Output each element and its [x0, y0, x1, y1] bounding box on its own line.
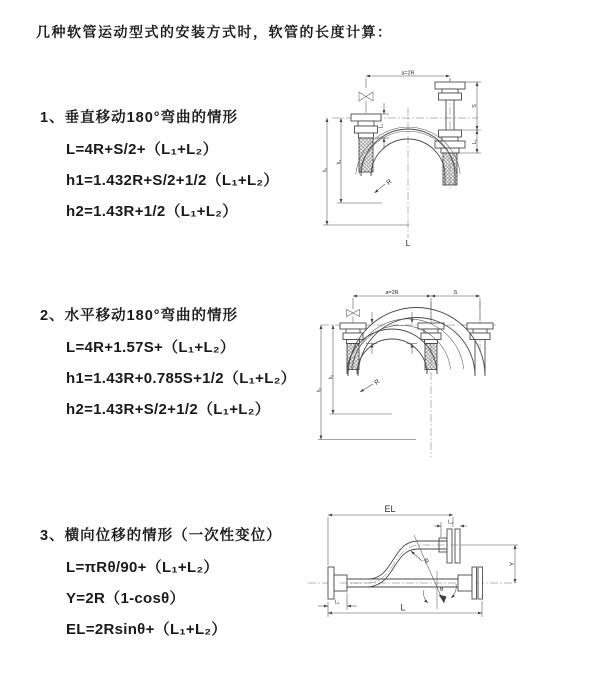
section3-formula-L: L=πRθ/90+（L₁+L₂）	[66, 559, 219, 576]
radius-callout	[411, 551, 430, 565]
dimension-a-2r	[353, 290, 431, 320]
section-horizontal-180	[40, 304, 318, 425]
label-l: L	[405, 238, 411, 248]
dimension-h1	[317, 325, 417, 440]
label-h1: h₁	[316, 387, 323, 393]
label-y: Y	[509, 561, 516, 567]
section2-heading: 2、水平移动180°弯曲的情形	[40, 308, 239, 324]
diagram-lateral-displacement	[298, 493, 598, 658]
label-r: R	[421, 557, 430, 565]
section2-formula-h1: h1=1.43R+0.785S+1/2（L₁+L₂）	[66, 370, 296, 387]
label-s: S	[453, 290, 458, 296]
braided-hose-section	[425, 344, 437, 370]
dimension-l2	[472, 130, 478, 153]
section1-formula-L: L=4R+S/2+（L₁+L₂）	[66, 141, 218, 158]
section-lateral-displacement	[40, 524, 318, 645]
section2-formula-L: L=4R+1.57S+（L₁+L₂）	[66, 339, 236, 356]
label-r: R	[373, 378, 382, 387]
label-a-2r: a=2R	[385, 290, 399, 296]
dimension-s	[431, 290, 480, 320]
right-flange	[458, 567, 483, 599]
valve-icon	[347, 310, 360, 324]
label-s: S	[472, 104, 478, 108]
label-h2: h₂	[336, 159, 343, 165]
label-l1: L₁	[334, 599, 340, 606]
label-l: L	[400, 602, 406, 613]
left-fitting	[340, 323, 366, 370]
label-theta: θ	[439, 587, 444, 593]
section1-heading: 1、垂直移动180°弯曲的情形	[40, 110, 239, 126]
valve-icon	[359, 92, 373, 113]
right-fitting	[467, 323, 493, 340]
radius-callout	[360, 378, 381, 392]
label-r: R	[385, 178, 394, 187]
section1-formula-h1: h1=1.432R+S/2+1/2（L₁+L₂）	[66, 172, 279, 189]
section3-formula-Y: Y=2R（1-cosθ）	[66, 590, 185, 607]
section3-heading: 3、横向位移的情形（一次性变位）	[40, 528, 282, 544]
label-l2: L₂	[472, 139, 478, 144]
section1-formula-h2: h2=1.43R+1/2（L₁+L₂）	[66, 203, 238, 220]
right-fitting	[435, 82, 465, 185]
section3-formula-EL: EL=2Rsinθ+（L₁+L₂）	[66, 621, 227, 638]
label-h2: h₂	[328, 374, 335, 380]
label-l1: L₁	[378, 123, 385, 129]
radius-callout	[375, 178, 394, 193]
label-h1: h₁	[322, 167, 329, 173]
label-el: EL	[384, 504, 396, 514]
hose-u-moved	[348, 308, 485, 377]
dimension-l1	[318, 593, 357, 610]
dimension-el	[328, 504, 453, 565]
section2-formula-h2: h2=1.43R+S/2+1/2（L₁+L₂）	[66, 401, 271, 418]
upper-flange	[439, 529, 460, 563]
label-l2: L₂	[448, 519, 453, 526]
dimension-l	[328, 601, 482, 617]
diagram-horizontal-180-bend	[313, 282, 513, 477]
section-vertical-180	[40, 106, 318, 227]
page-title: 几种软管运动型式的安装方式时，软管的长度计算：	[36, 24, 393, 40]
diagram-vertical-180-bend	[318, 70, 493, 255]
label-a-2r: a=2R	[401, 70, 415, 77]
